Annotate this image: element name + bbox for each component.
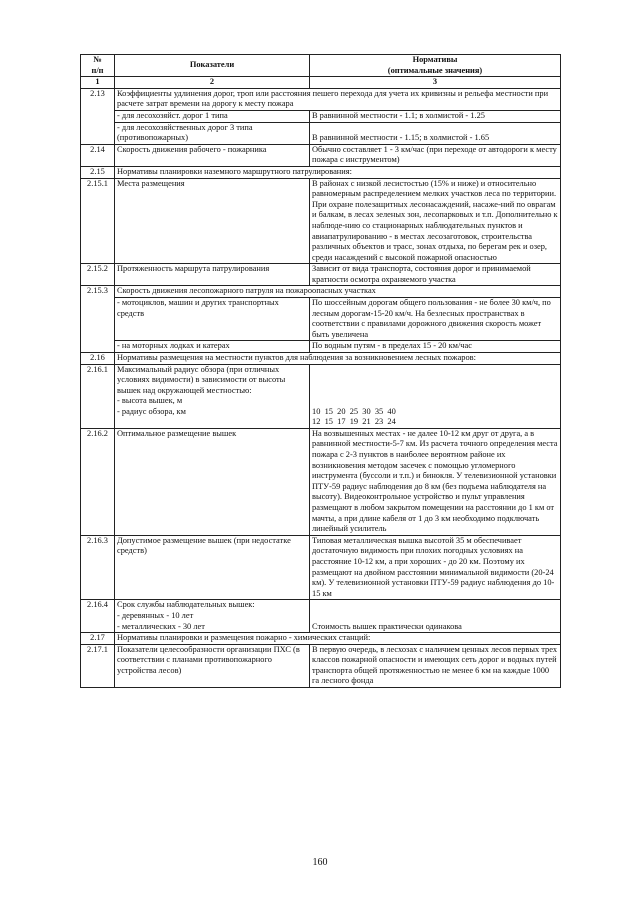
norm-cell: Обычно составляет 1 - 3 км/час (при переходе от автодороги к месту пожара с инструментом) — [310, 144, 561, 166]
column-number-3: 3 — [310, 77, 561, 89]
indicator-cell: Протяженность маршрута патрулирования — [115, 264, 310, 286]
norm-cell — [310, 364, 561, 428]
indicator-cell: Оптимальное размещение вышек — [115, 428, 310, 535]
tower-height-label: - высота вышек, м — [117, 396, 183, 406]
column-number-row — [81, 77, 561, 89]
table-row — [81, 88, 561, 110]
table-row — [81, 144, 561, 166]
tower-lifetime-label: Срок службы наблюдательных вышек: — [117, 600, 255, 610]
table-row — [81, 364, 561, 428]
table-row — [81, 535, 561, 600]
header-col-norms: Нормативы (оптимальные значения) — [310, 55, 561, 77]
row-title-2-15-3: Скорость движения лесопожарного патруля на пожароопасных участках — [115, 286, 561, 298]
row-number-2-16-3: 2.16.3 — [81, 535, 115, 600]
table-row — [81, 264, 561, 286]
norm-cell: По водным путям - в пределах 15 - 20 км/час — [310, 341, 561, 353]
row-number-2-15-1: 2.15.1 — [81, 178, 115, 264]
indicator-cell — [115, 364, 310, 428]
norm-cell: Стоимость вышек практически одинакова — [310, 600, 561, 633]
row-number-2-16: 2.16 — [81, 353, 115, 365]
norm-cell: По шоссейным дорогам общего пользования - не более 30 км/ч, по лесным дорогам-15-20 км/ч. На безлесных пространствах в соответствии с правилами дорожного движения скорость может быть увеличена — [310, 298, 561, 341]
column-number-2: 2 — [115, 77, 310, 89]
row-number-2-17-1: 2.17.1 — [81, 644, 115, 687]
table-row — [81, 341, 561, 353]
max-view-radius-label: Максимальный радиус обзора (при отличных условиях видимости) в зависимости от высоты вышек над окружающей местностью: — [117, 364, 286, 395]
row-title-2-16: Нормативы размещения на местности пунктов для наблюдения за возникновением лесных пожаров: — [115, 353, 561, 365]
column-number-1: 1 — [81, 77, 115, 89]
wooden-tower-lifetime: - деревянных - 10 лет — [117, 610, 194, 620]
table-row — [81, 286, 561, 298]
header-row — [81, 55, 561, 77]
row-number-2-15: 2.15 — [81, 166, 115, 178]
table-row — [81, 644, 561, 687]
indicator-cell: Допустимое размещение вышек (при недостатке средств) — [115, 535, 310, 600]
norm-cell: На возвышенных местах - не далее 10-12 км друг от друга, а в равнинной местности-5-7 км. Из расчета точного определения места пожара с 2-3 пунктов в наиболее вероятном районе их возникновения методом засечек с помощью угломерного инструмента (буссоли и т.п.) и бинокля. У телевизионной установки ПТУ-59 радиус наблюдения до 8 км (без подъема наблюдателя на высоту). Видеоконтрольное устройство и пульт управления размещают в любом закрытом помещении на расстоянии до 1 км от мачты, а при длине кабеля от 1 до 3 км необходимо подключать линейный усилитель — [310, 428, 561, 535]
indicator-cell: - мотоциклов, машин и других транспортных средств — [115, 298, 310, 341]
row-number-2-16-1: 2.16.1 — [81, 364, 115, 428]
indicator-cell: Места размещения — [115, 178, 310, 264]
table-row — [81, 633, 561, 645]
table-row — [81, 353, 561, 365]
norms-table — [80, 54, 561, 688]
table-row — [81, 600, 561, 633]
row-title-2-13: Коэффициенты удлинения дорог, троп или расстояния пешего перехода для учета их кривизны и рельефа местности при расчете затрат времени на дорогу к месту пожара — [115, 88, 561, 110]
norm-cell: Зависит от вида транспорта, состояния дорог и принимаемой кратности осмотра охраняемого участка — [310, 264, 561, 286]
view-radius-label: - радиус обзора, км — [117, 407, 186, 416]
table-row — [81, 122, 561, 144]
row-number-2-17: 2.17 — [81, 633, 115, 645]
page-number: 160 — [312, 857, 328, 868]
row-number-2-16-4: 2.16.4 — [81, 600, 115, 633]
row-number-2-15-3: 2.15.3 — [81, 286, 115, 353]
table-row — [81, 428, 561, 535]
row-number-2-13: 2.13 — [81, 88, 115, 144]
norm-cell: В равнинной местности - 1.15; в холмистой - 1.65 — [310, 122, 561, 144]
indicator-cell: - для лесохозяйст. дорог 1 типа — [115, 110, 310, 122]
norms-table-sheet — [80, 54, 560, 688]
indicator-cell: - на моторных лодках и катерах — [115, 341, 310, 353]
indicator-cell: Показатели целесообразности организации ПХС (в соответствии с планами противопожарного устройства лесов) — [115, 644, 310, 687]
row-number-2-16-2: 2.16.2 — [81, 428, 115, 535]
header-col-number: № п/п — [81, 55, 115, 77]
row-title-2-15: Нормативы планировки наземного маршрутного патрулирования: — [115, 166, 561, 178]
norm-cell: Типовая металлическая вышка высотой 35 м обеспечивает достаточную видимость при плохих погодных условиях на расстояние 10-12 км, а при хороших - до 20 км. Поэтому их размещают на двойном расстоянии минимальной видимости (20-24 км). У телевизионной установки ПТУ-59 радиус наблюдения до 10-15 км — [310, 535, 561, 600]
indicator-cell: Скорость движения рабочего - пожарника — [115, 144, 310, 166]
norm-cell: В районах с низкой лесистостью (15% и ниже) и относительно равномерным распределением мелких участков леса по территории. При охране полезащитных лесонасаждений, насаже-ний по оврагам и балкам, в лесах зеленых зон, лесопарковых и т.п. Дополнительно к наблюде-нию со стационарных наблюдательных пунктов и авиапатрулированию - в местах лесозаготовок, строительства различных объектов и трасс, зонах отдыха, по берегам рек и озер, среди насаждений с высокой пожарной опасностью — [310, 178, 561, 264]
table-row — [81, 110, 561, 122]
table-row — [81, 298, 561, 341]
view-radius-values: 12 15 17 19 21 23 24 — [312, 417, 396, 427]
header-col-indicators: Показатели — [115, 55, 310, 77]
metal-tower-lifetime: - металлических - 30 лет — [117, 621, 205, 631]
row-title-2-17: Нормативы планировки и размещения пожарно - химических станций: — [115, 633, 561, 645]
tower-height-values: 10 15 20 25 30 35 40 — [312, 406, 396, 416]
norm-cell: В равнинной местности - 1.1; в холмистой - 1.25 — [310, 110, 561, 122]
indicator-cell — [115, 600, 310, 633]
table-row — [81, 166, 561, 178]
row-number-2-15-2: 2.15.2 — [81, 264, 115, 286]
indicator-cell: - для лесохозяйственных дорог 3 типа (противопожарных) — [115, 122, 310, 144]
row-number-2-14: 2.14 — [81, 144, 115, 166]
table-row — [81, 178, 561, 264]
norm-cell: В первую очередь, в лесхозах с наличием ценных лесов первых трех классов пожарной опасности и имеющих сеть дорог и водных путей транспорта общей протяженностью не менее 6 км на каждые 1000 га лесного фонда — [310, 644, 561, 687]
